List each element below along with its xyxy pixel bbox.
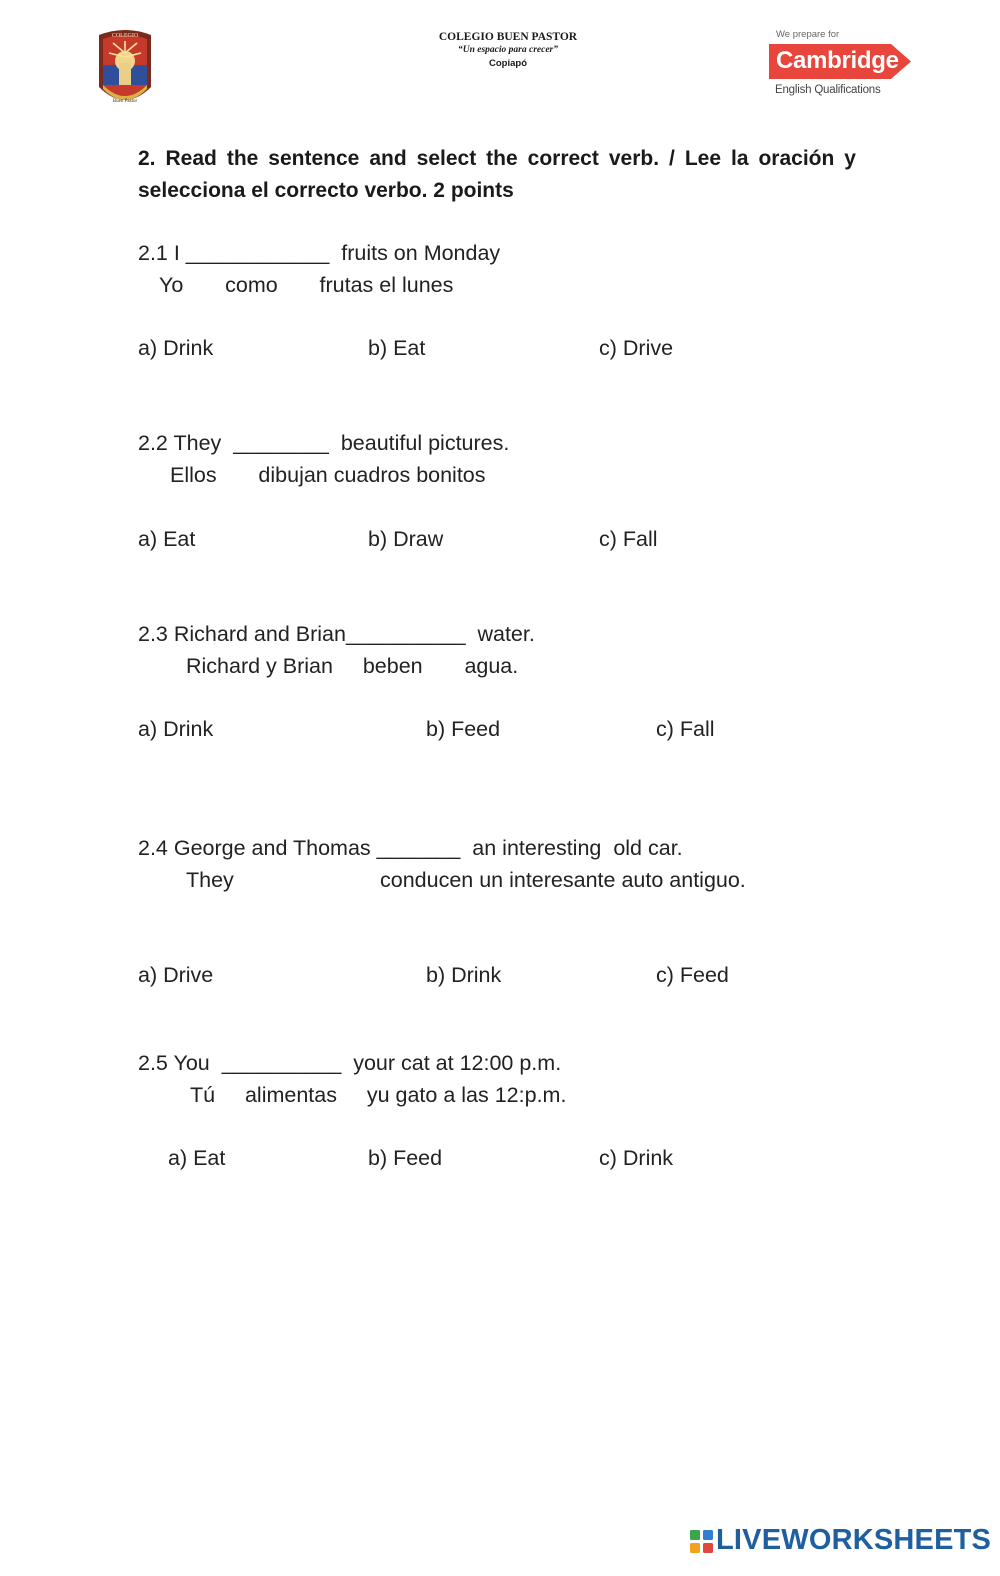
question-4-translation-subject: They <box>186 868 234 892</box>
question-2-sentence: 2.2 They ________ beautiful pictures. <box>138 431 510 455</box>
crest-text-bottom: Buen Pastor <box>112 99 138 104</box>
question-1-option-c[interactable]: c) Drive <box>599 336 674 360</box>
school-city: Copiapó <box>489 58 527 69</box>
question-3-option-c[interactable]: c) Fall <box>656 717 715 741</box>
question-5-option-c[interactable]: c) Drink <box>599 1146 674 1170</box>
question-4-sentence: 2.4 George and Thomas _______ an interesting old car. <box>138 836 683 860</box>
liveworksheets-logo-text: LIVEWORKSHEETS <box>716 1524 992 1556</box>
question-2-option-b[interactable]: b) Draw <box>368 527 444 551</box>
question-1-translation: Yo como frutas el lunes <box>159 273 454 297</box>
question-4-option-a[interactable]: a) Drive <box>138 963 214 987</box>
cambridge-prepare-text: We prepare for <box>776 29 840 40</box>
question-2-translation: Ellos dibujan cuadros bonitos <box>170 463 486 487</box>
crest-text-top: COLEGIO <box>111 33 139 39</box>
question-4-option-b[interactable]: b) Drink <box>426 963 502 987</box>
question-2-option-a[interactable]: a) Eat <box>138 527 196 551</box>
school-crest-logo <box>95 27 155 109</box>
school-name: COLEGIO BUEN PASTOR <box>438 31 578 43</box>
question-3-translation: Richard y Brian beben agua. <box>186 654 519 678</box>
question-4-option-c[interactable]: c) Feed <box>656 963 729 987</box>
question-3-option-b[interactable]: b) Feed <box>426 717 501 741</box>
question-1-option-b[interactable]: b) Eat <box>368 336 426 360</box>
instruction-heading: 2. Read the sentence and select the correct verb. / Lee la oración y selecciona el correcto verbo. 2 points <box>138 147 856 202</box>
question-1-option-a[interactable]: a) Drink <box>138 336 214 360</box>
question-5-option-a[interactable]: a) Eat <box>168 1146 226 1170</box>
cambridge-logo-word: Cambridge <box>776 47 899 74</box>
question-5-option-b[interactable]: b) Feed <box>368 1146 443 1170</box>
question-5-sentence: 2.5 You __________ your cat at 12:00 p.m. <box>138 1051 562 1075</box>
school-motto: “Un espacio para crecer” <box>458 45 558 55</box>
question-2-option-c[interactable]: c) Fall <box>599 527 658 551</box>
question-1-sentence: 2.1 I ____________ fruits on Monday <box>138 241 501 265</box>
question-3-sentence: 2.3 Richard and Brian__________ water. <box>138 622 535 646</box>
question-3-option-a[interactable]: a) Drink <box>138 717 214 741</box>
question-4-translation: conducen un interesante auto antiguo. <box>380 868 746 892</box>
cambridge-qualifications-text: English Qualifications <box>775 84 881 96</box>
question-5-translation: Tú alimentas yu gato a las 12:p.m. <box>190 1083 567 1107</box>
liveworksheets-icon <box>690 1530 714 1554</box>
